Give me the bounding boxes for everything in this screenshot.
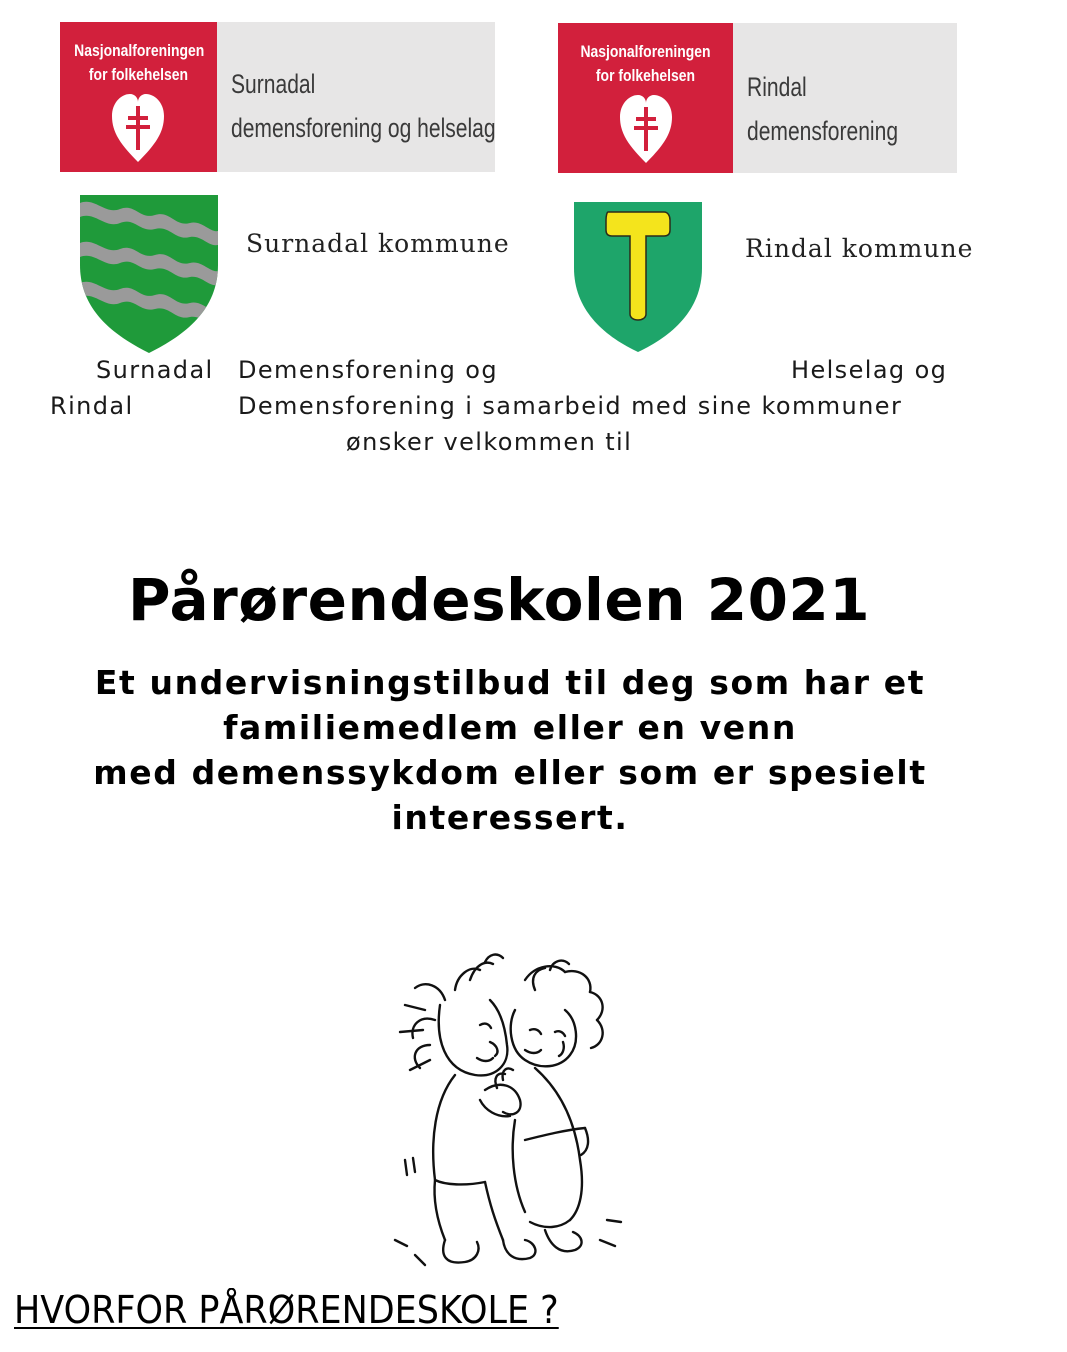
intro-line1-mid: Demensforening og (238, 356, 499, 384)
rindal-municipality-name: Rindal kommune (745, 234, 974, 263)
heart-cross-icon (618, 93, 674, 165)
surnadal-association-logo (60, 22, 495, 172)
nasjonalforeningen-badge (558, 23, 733, 173)
nasjonalforeningen-badge (60, 22, 217, 172)
surnadal-coat-of-arms (80, 195, 218, 355)
subtitle (40, 660, 980, 840)
subtitle-line2: familiemedlem eller en venn (223, 708, 797, 747)
branch-label (217, 22, 495, 172)
heart-cross-icon (110, 92, 166, 164)
rindal-coat-of-arms (574, 202, 702, 354)
org-name-line1: Nasjonalforeningen (580, 42, 711, 61)
branch-name-line1: Rindal (747, 72, 807, 102)
page-title: Pårørendeskolen 2021 (128, 566, 871, 634)
intro-line2-right: Demensforening i samarbeid med sine kommuner (238, 392, 903, 420)
branch-name-line2: demensforening (747, 116, 899, 146)
section-heading: HVORFOR PÅRØRENDESKOLE ? (14, 1288, 559, 1332)
surnadal-municipality-name: Surnadal kommune (246, 229, 510, 258)
intro-line1-left: Surnadal (96, 356, 214, 384)
rindal-association-logo (558, 23, 957, 173)
org-name-line2: for folkehelsen (88, 65, 189, 84)
intro-line3: ønsker velkommen til (346, 428, 633, 456)
branch-label (733, 23, 957, 173)
subtitle-line3: med demenssykdom eller som er spesielt (93, 753, 927, 792)
subtitle-line4: interessert. (391, 798, 629, 837)
intro-line2-left: Rindal (50, 392, 134, 420)
hugging-trolls-illustration (385, 950, 645, 1280)
org-name-line2: for folkehelsen (595, 66, 696, 85)
branch-name-line1: Surnadal (231, 69, 316, 99)
org-name-line1: Nasjonalforeningen (74, 41, 205, 60)
intro-line1-right: Helselag og (791, 356, 948, 384)
subtitle-line1: Et undervisningstilbud til deg som har et (94, 663, 926, 702)
branch-name-line2: demensforening og helselag (231, 113, 496, 143)
